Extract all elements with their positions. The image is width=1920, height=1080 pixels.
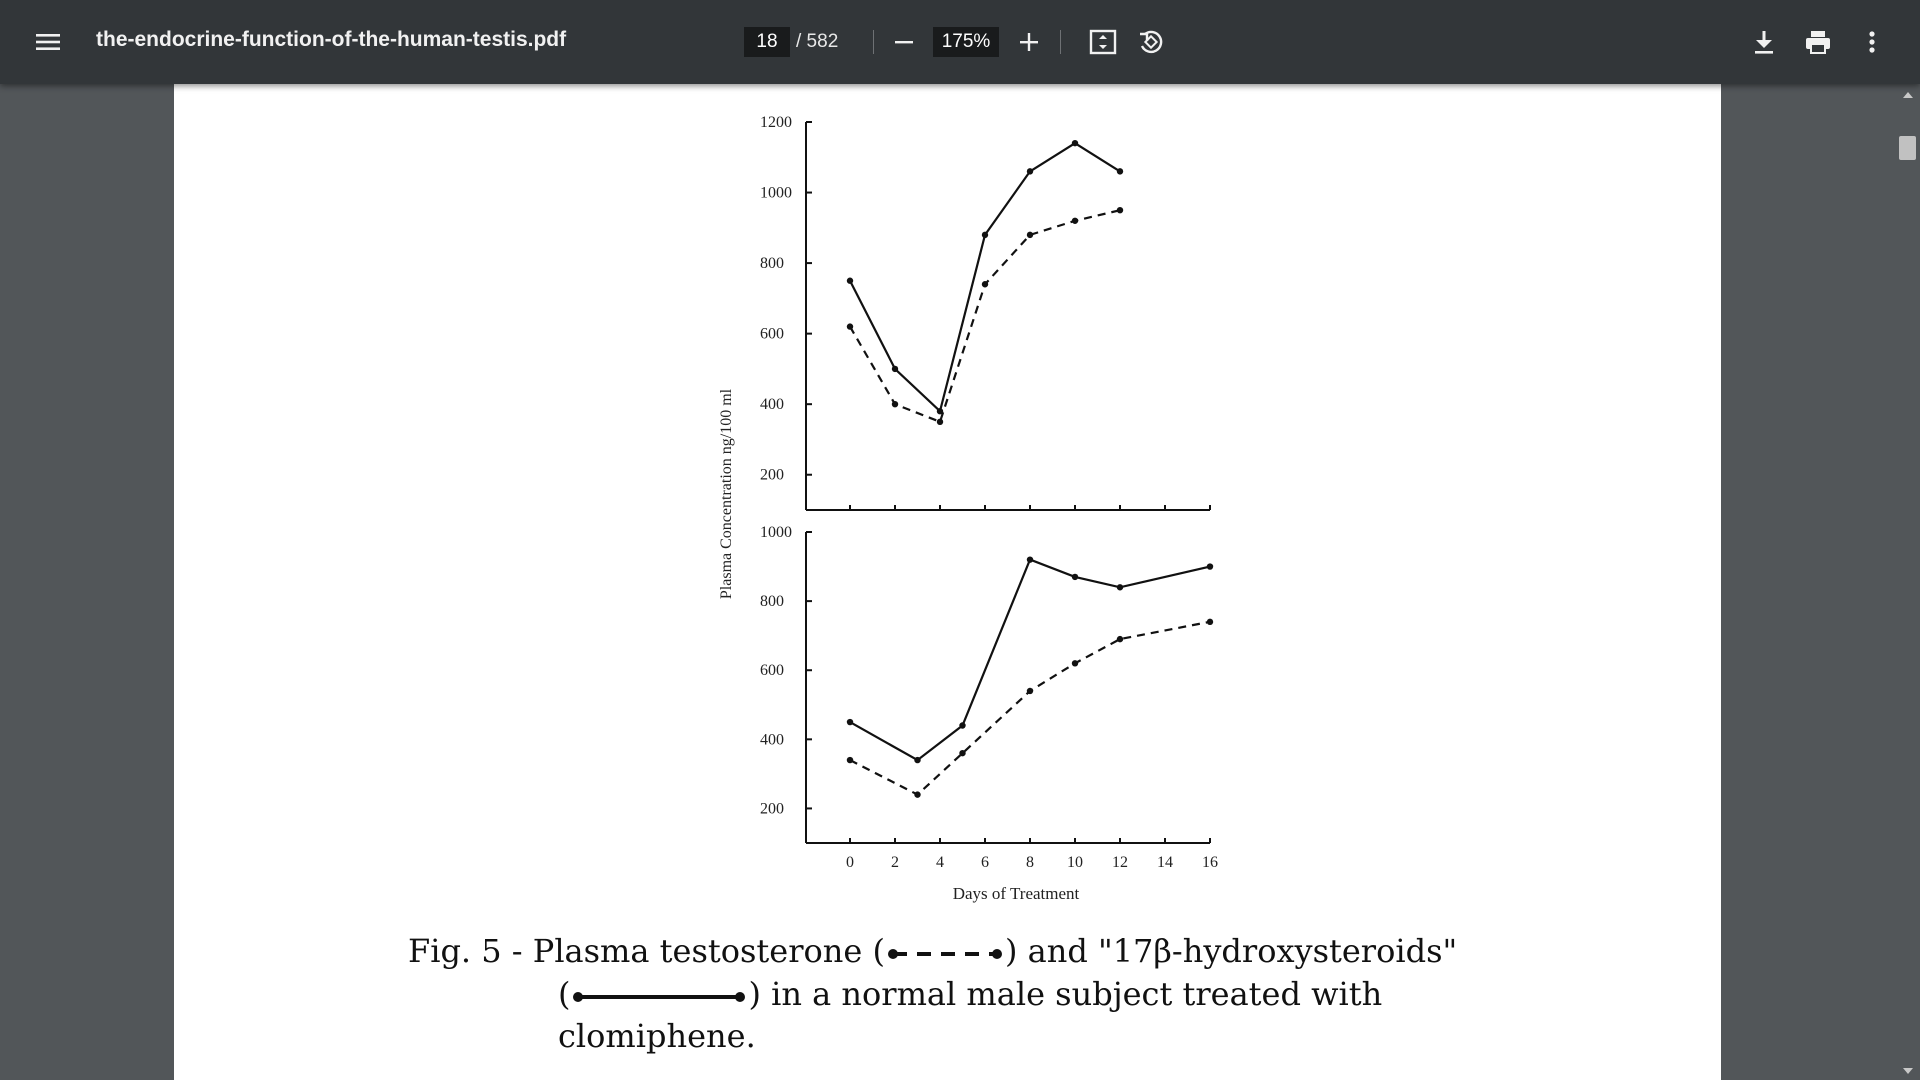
page-number-input[interactable] [744, 27, 790, 57]
x-tick-label: 14 [1157, 854, 1173, 871]
testosterone-line [850, 210, 1120, 422]
more-options-button[interactable] [1850, 20, 1894, 64]
x-tick-label: 0 [846, 854, 854, 871]
data-point [1072, 660, 1078, 666]
x-tick-label: 10 [1067, 854, 1083, 871]
y-tick-label: 1000 [760, 184, 792, 202]
zoom-in-button[interactable] [1007, 20, 1051, 64]
more-vert-icon [1867, 30, 1877, 54]
data-point [847, 278, 853, 284]
data-point [847, 719, 853, 725]
y-tick-label: 1000 [760, 524, 792, 541]
data-point [1117, 207, 1123, 213]
data-point [982, 281, 988, 287]
y-tick-label: 1200 [760, 114, 792, 131]
print-button[interactable] [1796, 20, 1840, 64]
y-tick-label: 400 [760, 731, 784, 749]
scroll-down-icon[interactable] [1903, 1068, 1913, 1074]
data-point [847, 323, 853, 329]
y-tick-label: 600 [760, 662, 784, 680]
hydroxysteroids-line [850, 143, 1120, 411]
data-point [892, 401, 898, 407]
data-point [892, 366, 898, 372]
solid-line-legend-icon [570, 987, 748, 1007]
data-point [1027, 688, 1033, 694]
y-tick-label: 800 [760, 593, 784, 611]
x-axis-label: Days of Treatment [952, 884, 1080, 903]
rotate-icon [1137, 28, 1165, 56]
y-tick-label: 800 [760, 255, 784, 273]
data-point [1207, 619, 1213, 625]
data-point [1072, 140, 1078, 146]
data-point [959, 750, 965, 756]
y-tick-label: 200 [760, 800, 784, 818]
dashed-line-legend-icon [885, 944, 1005, 964]
data-point [959, 722, 965, 728]
x-tick-label: 2 [891, 854, 899, 871]
caption-line: ( ) in a normal male subject treated with [558, 975, 1383, 1013]
plus-icon [1018, 31, 1040, 53]
download-icon [1752, 29, 1776, 55]
data-point [1027, 232, 1033, 238]
data-point [1072, 574, 1078, 580]
data-point [937, 419, 943, 425]
data-point [914, 791, 920, 797]
y-tick-label: 600 [760, 325, 784, 343]
menu-button[interactable] [26, 20, 70, 64]
toolbar-divider [873, 30, 874, 54]
data-point [1117, 584, 1123, 590]
fit-page-icon [1089, 29, 1117, 55]
data-point [982, 232, 988, 238]
x-tick-label: 16 [1202, 854, 1218, 871]
zoom-input[interactable] [933, 27, 999, 57]
x-tick-label: 6 [981, 854, 989, 871]
page-total: / 582 [796, 31, 839, 52]
y-tick-label: 200 [760, 466, 784, 484]
data-point [1207, 563, 1213, 569]
x-tick-label: 4 [936, 854, 944, 871]
data-point [1072, 218, 1078, 224]
menu-icon [35, 32, 61, 52]
print-icon [1804, 29, 1832, 55]
caption-line: clomiphene. [558, 1017, 756, 1055]
data-point [1117, 168, 1123, 174]
testosterone-line [850, 622, 1210, 795]
x-tick-label: 8 [1026, 854, 1034, 871]
data-point [914, 757, 920, 763]
data-point [1027, 556, 1033, 562]
y-axis-label: Plasma Concentration ng/100 ml [718, 388, 735, 600]
hydroxysteroids-line [850, 560, 1210, 761]
minus-icon [893, 31, 915, 53]
download-button[interactable] [1742, 20, 1786, 64]
data-point [847, 757, 853, 763]
vertical-scrollbar[interactable] [1895, 84, 1920, 1080]
pdf-toolbar [0, 0, 1920, 84]
fit-page-button[interactable] [1081, 20, 1125, 64]
scroll-up-icon[interactable] [1903, 92, 1913, 98]
zoom-out-button[interactable] [882, 20, 926, 64]
scroll-thumb[interactable] [1899, 136, 1916, 160]
data-point [1117, 636, 1123, 642]
toolbar-divider [1060, 30, 1061, 54]
y-tick-label: 400 [760, 396, 784, 414]
x-tick-label: 12 [1112, 854, 1128, 871]
rotate-button[interactable] [1129, 20, 1173, 64]
document-title: the-endocrine-function-of-the-human-testis.pdf [96, 28, 567, 51]
caption-line: Fig. 5 - Plasma testosterone ( ) and "17β-hydroxysteroids" [408, 932, 1458, 970]
data-point [1027, 168, 1033, 174]
